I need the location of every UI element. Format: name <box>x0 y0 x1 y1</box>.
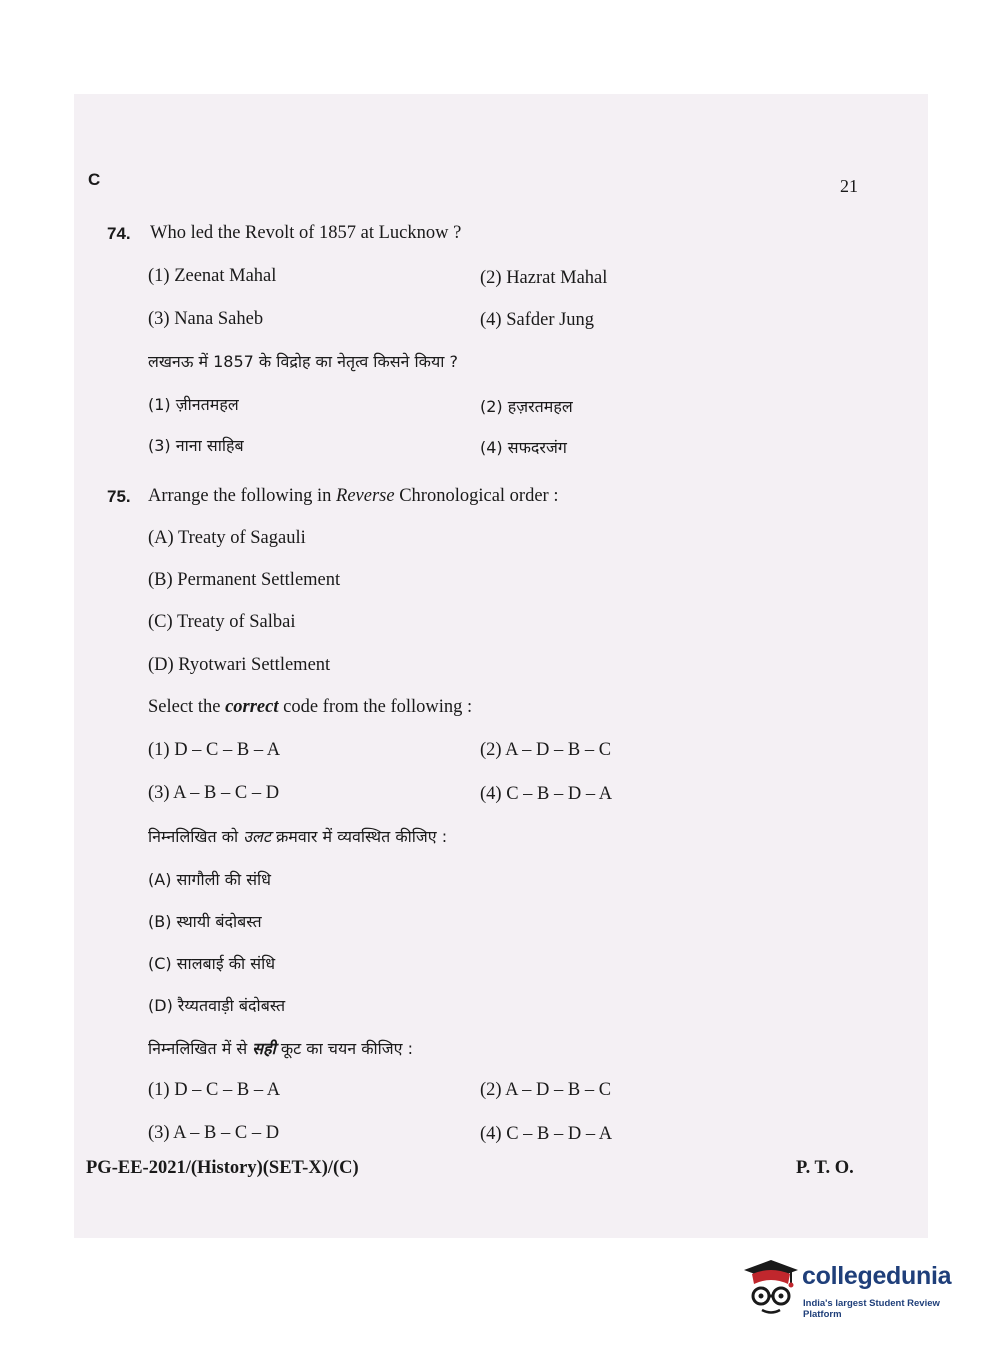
logo-wordmark: collegedunia <box>802 1262 952 1290</box>
question-75-number: 75. <box>107 487 131 506</box>
page-number: 21 <box>840 176 858 196</box>
q75-item-d-en: (D) Ryotwari Settlement <box>148 655 331 675</box>
question-75-text-en: Arrange the following in Reverse Chronological order : <box>148 486 559 506</box>
q75-code-4-hi: (4) C – B – D – A <box>480 1124 613 1144</box>
q75-select-instruction-hi: निम्नलिखित में से सही कूट का चयन कीजिए : <box>148 1039 413 1058</box>
q75-item-b-hi: (B) स्थायी बंदोबस्त <box>148 912 262 931</box>
q75-code-4-en: (4) C – B – D – A <box>480 784 613 804</box>
q75-code-2-hi: (2) A – D – B – C <box>480 1080 612 1100</box>
q74-option-3-hi: (3) नाना साहिब <box>148 436 244 455</box>
q75-item-a-hi: (A) सागौली की संधि <box>148 870 272 889</box>
q75-code-1-hi: (1) D – C – B – A <box>148 1080 281 1100</box>
q75-code-3-hi: (3) A – B – C – D <box>148 1123 280 1143</box>
q75-select-instruction-en: Select the correct code from the following : <box>148 697 473 717</box>
q74-option-1-en: (1) Zeenat Mahal <box>148 266 277 286</box>
q74-option-2-hi: (2) हज़रतमहल <box>480 397 573 416</box>
question-74-number: 74. <box>107 224 131 243</box>
set-letter: C <box>88 170 101 189</box>
collegedunia-logo <box>742 1256 972 1326</box>
q74-option-4-en: (4) Safder Jung <box>480 310 595 330</box>
question-74-text-en: Who led the Revolt of 1857 at Lucknow ? <box>150 223 462 243</box>
mascot-icon <box>742 1258 800 1318</box>
q75-item-c-en: (C) Treaty of Salbai <box>148 612 296 632</box>
q75-code-1-en: (1) D – C – B – A <box>148 740 281 760</box>
q75-code-2-en: (2) A – D – B – C <box>480 740 612 760</box>
q74-option-1-hi: (1) ज़ीनतमहल <box>148 395 239 414</box>
q75-item-a-en: (A) Treaty of Sagauli <box>148 528 306 548</box>
q75-item-b-en: (B) Permanent Settlement <box>148 570 341 590</box>
pto-label: P. T. O. <box>796 1158 854 1178</box>
q74-option-3-en: (3) Nana Saheb <box>148 309 264 329</box>
logo-tagline: India's largest Student Review Platform <box>803 1298 940 1320</box>
q75-code-3-en: (3) A – B – C – D <box>148 783 280 803</box>
question-75-text-hi: निम्नलिखित को उलट क्रमवार में व्यवस्थित कीजिए : <box>148 827 448 846</box>
q75-item-c-hi: (C) सालबाई की संधि <box>148 954 276 973</box>
q74-option-4-hi: (4) सफदरजंग <box>480 438 567 457</box>
paper-code: PG-EE-2021/(History)(SET-X)/(C) <box>86 1158 359 1178</box>
q75-item-d-hi: (D) रैय्यतवाड़ी बंदोबस्त <box>148 996 286 1015</box>
question-74-text-hi: लखनऊ में 1857 के विद्रोह का नेतृत्व किसने किया ? <box>148 352 458 371</box>
q74-option-2-en: (2) Hazrat Mahal <box>480 268 608 288</box>
